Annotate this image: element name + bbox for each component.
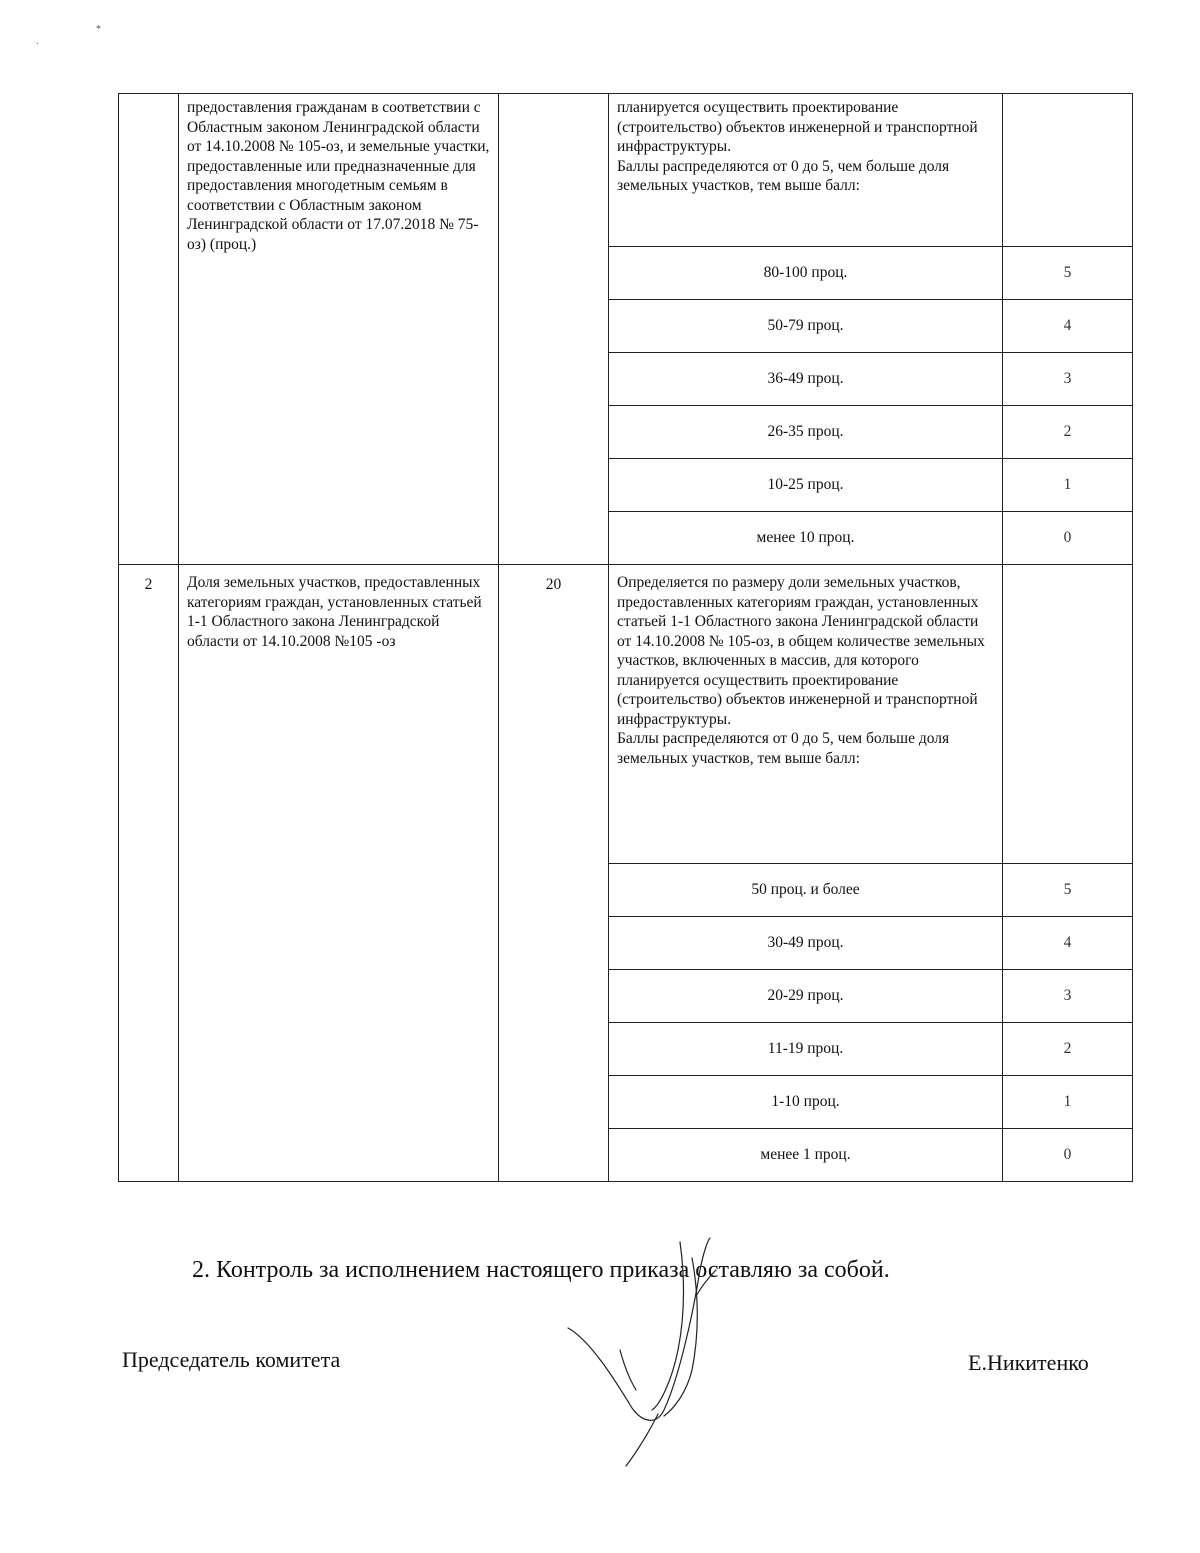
criterion-description: планируется осуществить проектирование (строительство) объектов инженерной и транспортной инфраструктуры. Баллы распределяются от 0 до 5, чем больше доля земельных участков, тем выше балл: — [617, 99, 978, 194]
signer-title: Председатель комитета — [122, 1347, 341, 1372]
control-paragraph: 2. Контроль за исполнением настоящего приказа оставляю за собой. — [192, 1257, 890, 1283]
criterion-name-cell — [179, 94, 499, 565]
table-row — [119, 94, 1133, 247]
criterion-name: предоставления гражданам в соответствии с Областным законом Ленинградской области от 14.10.2008 № 105-оз, и земельные участки, предоставленные или предназначенные для предоставления многодетным семьям в соответствии с Областным законом Ленинградской области от 17.07.2018 № 75-оз) (проц.) — [187, 99, 490, 253]
grade-points: 0 — [1003, 1129, 1133, 1182]
criterion-weight-cell: 20 — [499, 565, 609, 1182]
scan-speck: * — [96, 24, 101, 35]
grade-points: 4 — [1003, 917, 1133, 970]
criterion-number-cell — [119, 94, 179, 565]
signer-name: Е.Никитенко — [968, 1350, 1089, 1375]
scan-speck: . — [36, 36, 39, 47]
criterion-description-cell — [609, 565, 1003, 864]
table-row — [119, 565, 1133, 864]
grade-range: менее 1 проц. — [609, 1129, 1003, 1182]
criterion-number-cell: 2 — [119, 565, 179, 1182]
handwritten-signature — [560, 1230, 760, 1470]
criteria-table — [118, 93, 1133, 1182]
criterion-name: Доля земельных участков, предоставленных категориям граждан, установленных статьей 1-1 Областного закона Ленинградской области от 14.10.2008 №105 -оз — [187, 574, 482, 650]
criterion-weight-cell — [499, 94, 609, 565]
grade-points: 5 — [1003, 864, 1133, 917]
grade-range: 20-29 проц. — [609, 970, 1003, 1023]
grade-points: 4 — [1003, 300, 1133, 353]
grade-range: 1-10 проц. — [609, 1076, 1003, 1129]
grade-range: 80-100 проц. — [609, 247, 1003, 300]
grade-points: 1 — [1003, 459, 1133, 512]
grade-range: 30-49 проц. — [609, 917, 1003, 970]
grade-range: 26-35 проц. — [609, 406, 1003, 459]
grade-range: 11-19 проц. — [609, 1023, 1003, 1076]
grade-points: 3 — [1003, 970, 1133, 1023]
grade-range: 50-79 проц. — [609, 300, 1003, 353]
grade-points: 0 — [1003, 512, 1133, 565]
criterion-points-header-cell — [1003, 94, 1133, 247]
grade-points: 2 — [1003, 406, 1133, 459]
grade-range: менее 10 проц. — [609, 512, 1003, 565]
criterion-description: Определяется по размеру доли земельных участков, предоставленных категориям граждан, установленных статьей 1-1 Областного закона Ленинградской области от 14.10.2008 № 105-оз, в общем количестве земельных участков, включенных в массив, для которого планируется осуществить проектирование (строительство) объектов инженерной и транспортной инфраструктуры. Баллы распределяются от 0 до 5, чем больше доля земельных участков, тем выше балл: — [617, 574, 985, 767]
grade-points: 3 — [1003, 353, 1133, 406]
criterion-description-cell — [609, 94, 1003, 247]
grade-points: 1 — [1003, 1076, 1133, 1129]
grade-points: 5 — [1003, 247, 1133, 300]
grade-points: 2 — [1003, 1023, 1133, 1076]
grade-range: 10-25 проц. — [609, 459, 1003, 512]
criterion-name-cell — [179, 565, 499, 1182]
grade-range: 36-49 проц. — [609, 353, 1003, 406]
grade-range: 50 проц. и более — [609, 864, 1003, 917]
criterion-points-header-cell — [1003, 565, 1133, 864]
